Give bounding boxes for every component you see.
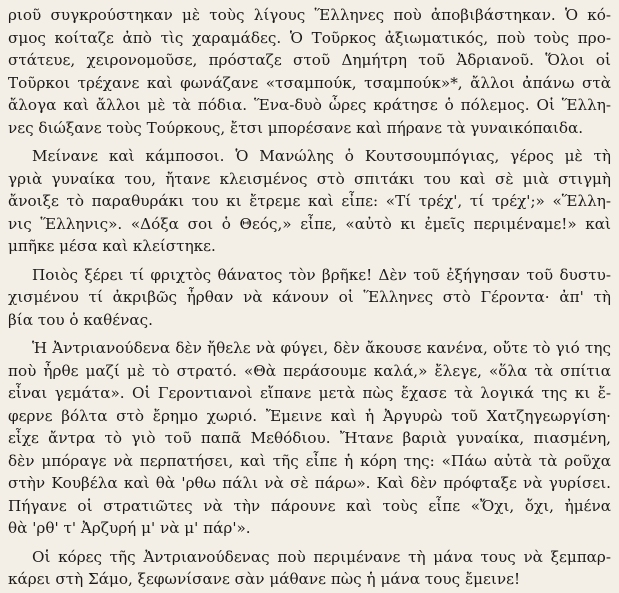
text-line: σμος κοίταζε ἀπὸ τὶς χαραμάδες. Ὁ Τοῦρκος ἀξιωματικός, ποὺ τοὺς προ- bbox=[8, 28, 611, 47]
text-line: νες διώξανε τοὺς Τούρκους, ἔτσι μπορέσανε καὶ πήρανε τὰ γυναικόπαιδα. bbox=[8, 118, 584, 137]
text-line: Ἡ Ἀντριανούδενα δὲν ἤθελε νὰ φύγει, δὲν ἄκουσε κανένα, οὔτε τὸ γιό της bbox=[32, 339, 611, 357]
text-line: μπῆκε μέσα καὶ κλείστηκε. bbox=[8, 237, 216, 255]
text-line: ποὺ ἦρθε μαζί μὲ τὸ στρατό. «Θὰ περάσουμε καλά,» ἔλεγε, «ὅλα τὰ σπίτια bbox=[8, 361, 611, 380]
paragraph-4 bbox=[8, 337, 611, 540]
paragraph-3 bbox=[8, 264, 611, 332]
text-line: εἶναι γεμάτα». Οἱ Γεροντιανοὶ εἴπανε μετὰ πὼς ἔχασε τὰ λογικά της κι ἔ- bbox=[8, 384, 611, 402]
text-line: γριὰ γυναίκα του, ἤτανε κλεισμένος στὸ σπιτάκι του καὶ σὲ μιὰ στιγμὴ bbox=[8, 169, 611, 188]
paragraph-1 bbox=[8, 4, 611, 139]
text-line: ριοῦ συγκρούστηκαν μὲ τοὺς λίγους Ἕλληνες ποὺ ἀποβιβάστηκαν. Ὁ κό- bbox=[8, 6, 611, 24]
text-line: Οἱ κόρες τῆς Ἀντριανούδενας ποὺ περιμένανε τὴ μάνα τους νὰ ξεμπαρ- bbox=[32, 547, 611, 566]
text-line: εἶχε ἄντρα τὸ γιὸ τοῦ παπᾶ Μεθόδιου. Ἤτανε βαριὰ γυναίκα, πιασμένη, bbox=[8, 429, 611, 447]
text-line: νις Ἕλληνις». «Δόξα σοι ὁ Θεός,» εἶπε, «αὐτὸ κι ἐμεῖς περιμέναμε!» καὶ bbox=[8, 214, 611, 233]
text-line: Πήγανε οἱ στρατιῶτες νὰ τὴν πάρουνε καὶ τοὺς εἶπε «Ὄχι, ὄχι, ἠμένα bbox=[8, 496, 611, 515]
paragraph-5 bbox=[8, 546, 611, 591]
text-line: ἄνοιξε τὸ παραθυράκι του κι ἔτρεμε καὶ εἶπε: «Τί τρέχ', τί τρέχ';» «Ἕλλη- bbox=[8, 192, 611, 210]
text-line: ἄλογα καὶ ἄλλοι μὲ τὰ πόδια. Ἕνα-δυὸ ὧρες κράτησε ὁ πόλεμος. Οἱ Ἕλλη- bbox=[8, 96, 611, 114]
text-line: Μείνανε καὶ κάμποσοι. Ὁ Μανώλης ὁ Κουτσουμπόγιας, γέρος μὲ τὴ bbox=[32, 147, 611, 165]
text-line: χισμένου τί ἀκριβῶς ἦρθαν νὰ κάνουν οἱ Ἕλληνες στὸ Γέροντα· ἀπ' τὴ bbox=[8, 288, 611, 306]
text-line: φερνε βόλτα στὸ ἔρημο χωριό. Ἔμεινε καὶ ἡ Ἀργυρὼ τοῦ Χατζηγεωργίση· bbox=[8, 406, 611, 425]
paragraph-2 bbox=[8, 145, 611, 258]
text-line: βία του ὁ καθένας. bbox=[8, 310, 153, 329]
text-line: στάτευε, χειρονομοῦσε, πρόσταζε στοῦ Δημήτρη τοῦ Ἀδριανοῦ. Ὅλοι οἱ bbox=[8, 51, 611, 69]
text-line: στὴν Κουβέλα καὶ θὰ 'ρθω πάλι νὰ σὲ πάρω». Καὶ δὲν πρόφταξε νὰ γυρίσει. bbox=[8, 474, 611, 492]
text-line: Τοῦρκοι τρέχανε καὶ φωνάζανε «τσαμπούκ, τσαμπούκ»*, ἄλλοι ἀπάνω στὰ bbox=[8, 73, 611, 92]
text-line: Ποιὸς ξέρει τί φριχτὸς θάνατος τὸν βρῆκε! Δὲν τοῦ ἐξήγησαν τοῦ δυστυ- bbox=[32, 265, 611, 284]
text-line: κάρει στὴ Σάμο, ξεφωνίσανε σὰν μάθανε πὼς ἡ μάνα τους ἔμεινε! bbox=[8, 570, 521, 588]
text-line: δὲν μπόραγε νὰ περπατήσει, καὶ τῆς εἶπε ἡ κόρη της: «Πάω αὐτὰ τὰ ροῦχα bbox=[8, 451, 611, 470]
text-line: θὰ 'ρθ' τ' Ἀρζυρή μ' νὰ μ' πάρ'». bbox=[8, 519, 251, 537]
